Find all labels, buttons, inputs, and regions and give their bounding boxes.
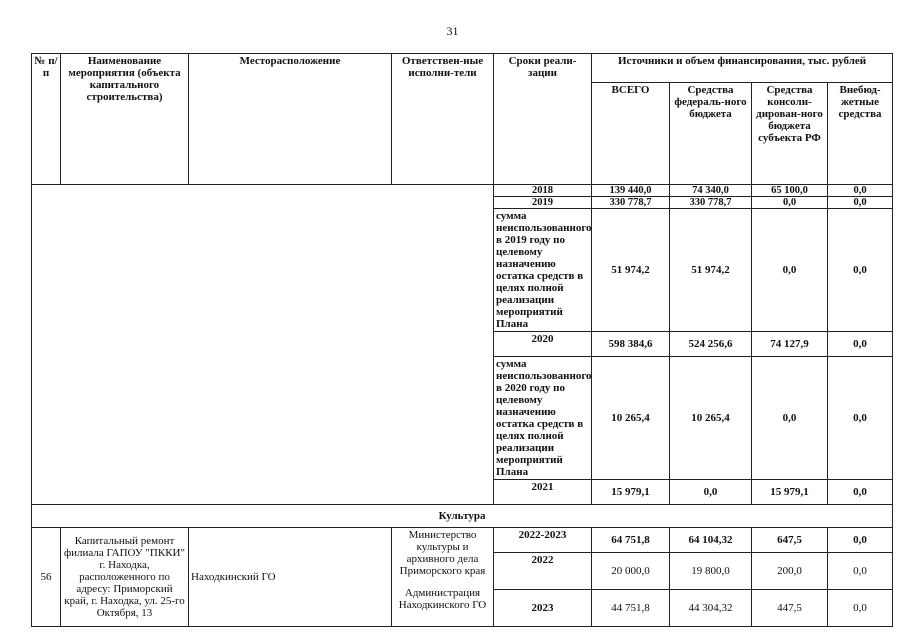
federal-cell: 524 256,6 [670,332,752,357]
total-cell: 64 751,8 [592,528,670,553]
item-name: Капитальный ремонт филиала ГАПОУ "ПККИ" г. Находка, расположенного по адресу: Приморский край, г. Находка, ул. 25-го Октября, 13 [61,528,189,627]
term-cell: 2022 [494,553,592,590]
item-location: Находкинский ГО [189,528,392,627]
regional-cell: 0,0 [752,197,828,209]
header-row-1 [32,54,893,83]
header-location: Месторасположение [189,54,392,185]
federal-cell: 74 340,0 [670,185,752,197]
term-cell: 2022-2023 [494,528,592,553]
federal-cell: 10 265,4 [670,357,752,480]
total-cell: 330 778,7 [592,197,670,209]
extra-cell: 0,0 [828,185,893,197]
header-extra: Внебюд-жетные средства [828,83,893,185]
extra-cell: 0,0 [828,480,893,505]
total-cell: 51 974,2 [592,209,670,332]
federal-cell: 51 974,2 [670,209,752,332]
responsible-2: Администрация Находкинского ГО [398,587,487,611]
total-cell: 15 979,1 [592,480,670,505]
header-total: ВСЕГО [592,83,670,185]
total-cell: 598 384,6 [592,332,670,357]
regional-cell: 65 100,0 [752,185,828,197]
regional-cell: 447,5 [752,590,828,627]
term-cell: 2023 [494,590,592,627]
extra-cell: 0,0 [828,553,893,590]
term-note-cell: сумма неиспользованного в 2019 году по целевому назначению остатка средств в целях полной реализации мероприятий Плана [494,209,592,332]
regional-cell: 15 979,1 [752,480,828,505]
page-number: 31 [446,24,459,38]
section-row [32,505,893,528]
federal-cell: 0,0 [670,480,752,505]
regional-cell: 74 127,9 [752,332,828,357]
extra-cell: 0,0 [828,332,893,357]
term-cell: 2018 [494,185,592,197]
federal-cell: 19 800,0 [670,553,752,590]
federal-cell: 44 304,32 [670,590,752,627]
header-sources: Источники и объем финансирования, тыс. рублей [592,54,893,83]
term-cell: 2020 [494,332,592,357]
section-title: Культура [32,505,893,528]
item-responsible [392,528,494,627]
item-num: 56 [32,528,61,627]
extra-cell: 0,0 [828,528,893,553]
responsible-1: Министерство культуры и архивного дела Приморского края [399,529,486,577]
term-cell: 2019 [494,197,592,209]
regional-cell: 0,0 [752,357,828,480]
extra-cell: 0,0 [828,357,893,480]
table-row [32,185,893,197]
header-num: № п/п [32,54,61,185]
table-row [32,528,893,553]
term-cell: 2021 [494,480,592,505]
header-regional: Средства консоли-дирован-ного бюджета субъекта РФ [752,83,828,185]
total-cell: 20 000,0 [592,553,670,590]
extra-cell: 0,0 [828,197,893,209]
header-responsible: Ответствен-ные исполни-тели [392,54,494,185]
regional-cell: 200,0 [752,553,828,590]
federal-cell: 64 104,32 [670,528,752,553]
total-cell: 10 265,4 [592,357,670,480]
header-federal: Средства федераль-ного бюджета [670,83,752,185]
extra-cell: 0,0 [828,590,893,627]
total-cell: 139 440,0 [592,185,670,197]
term-note-cell: сумма неиспользованного в 2020 году по целевому назначению остатка средств в целях полной реализации мероприятий Плана [494,357,592,480]
financing-table [31,53,893,627]
header-name: Наименование мероприятия (объекта капитального строительства) [61,54,189,185]
regional-cell: 647,5 [752,528,828,553]
regional-cell: 0,0 [752,209,828,332]
extra-cell: 0,0 [828,209,893,332]
header-terms: Сроки реали-зации [494,54,592,185]
empty-merged-cell [32,185,494,505]
federal-cell: 330 778,7 [670,197,752,209]
total-cell: 44 751,8 [592,590,670,627]
